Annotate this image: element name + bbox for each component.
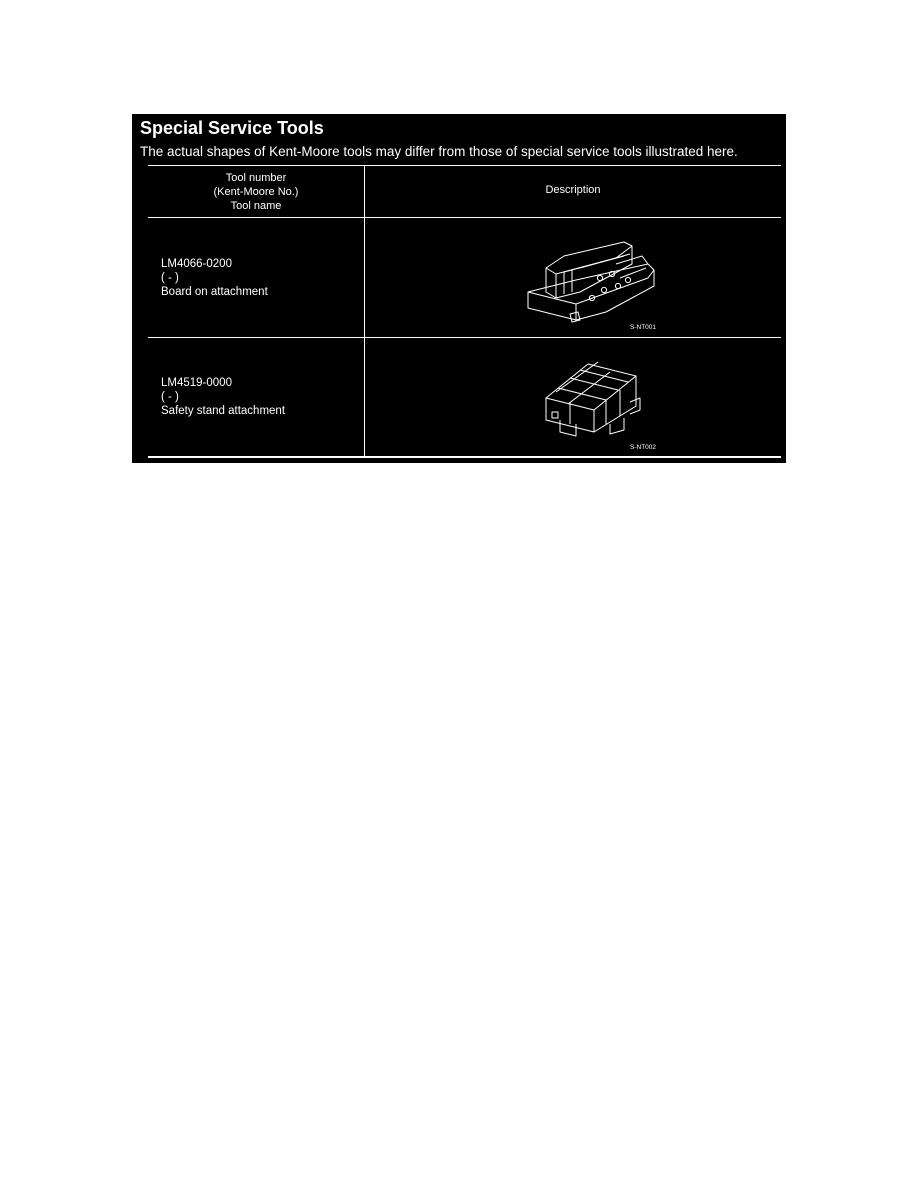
tool-number: LM4519-0000 [161, 377, 232, 389]
column-header-tool [148, 171, 364, 213]
kent-moore-number: ( - ) [161, 272, 179, 284]
table-row-2-tool [161, 376, 285, 418]
column-header-description: Description [545, 184, 601, 196]
tool-name: Safety stand attachment [161, 405, 286, 417]
row-divider [148, 337, 781, 338]
kent-moore-number: ( - ) [161, 391, 179, 403]
header-kent-moore: (Kent-Moore No.) [213, 186, 299, 198]
safety-stand-attachment-illustration-icon [540, 358, 644, 440]
header-tool-number: Tool number [225, 172, 287, 184]
tool-name: Board on attachment [161, 286, 268, 298]
table-column-divider [364, 165, 365, 457]
header-rule [148, 217, 781, 218]
image-code: S-NT002 [630, 444, 657, 451]
section-title: Special Service Tools [140, 118, 324, 138]
tool-number: LM4066-0200 [161, 258, 232, 270]
special-service-tools-panel [132, 114, 786, 463]
image-code: S-NT001 [630, 324, 657, 331]
section-subtitle: The actual shapes of Kent-Moore tools may differ from those of special service tools illustrated here. [140, 144, 738, 159]
header-tool-name: Tool name [230, 200, 282, 212]
board-attachment-illustration-icon [520, 234, 662, 326]
table-bottom-rule [148, 456, 781, 458]
table-row-1-tool [161, 257, 268, 299]
table-top-rule [148, 165, 781, 166]
